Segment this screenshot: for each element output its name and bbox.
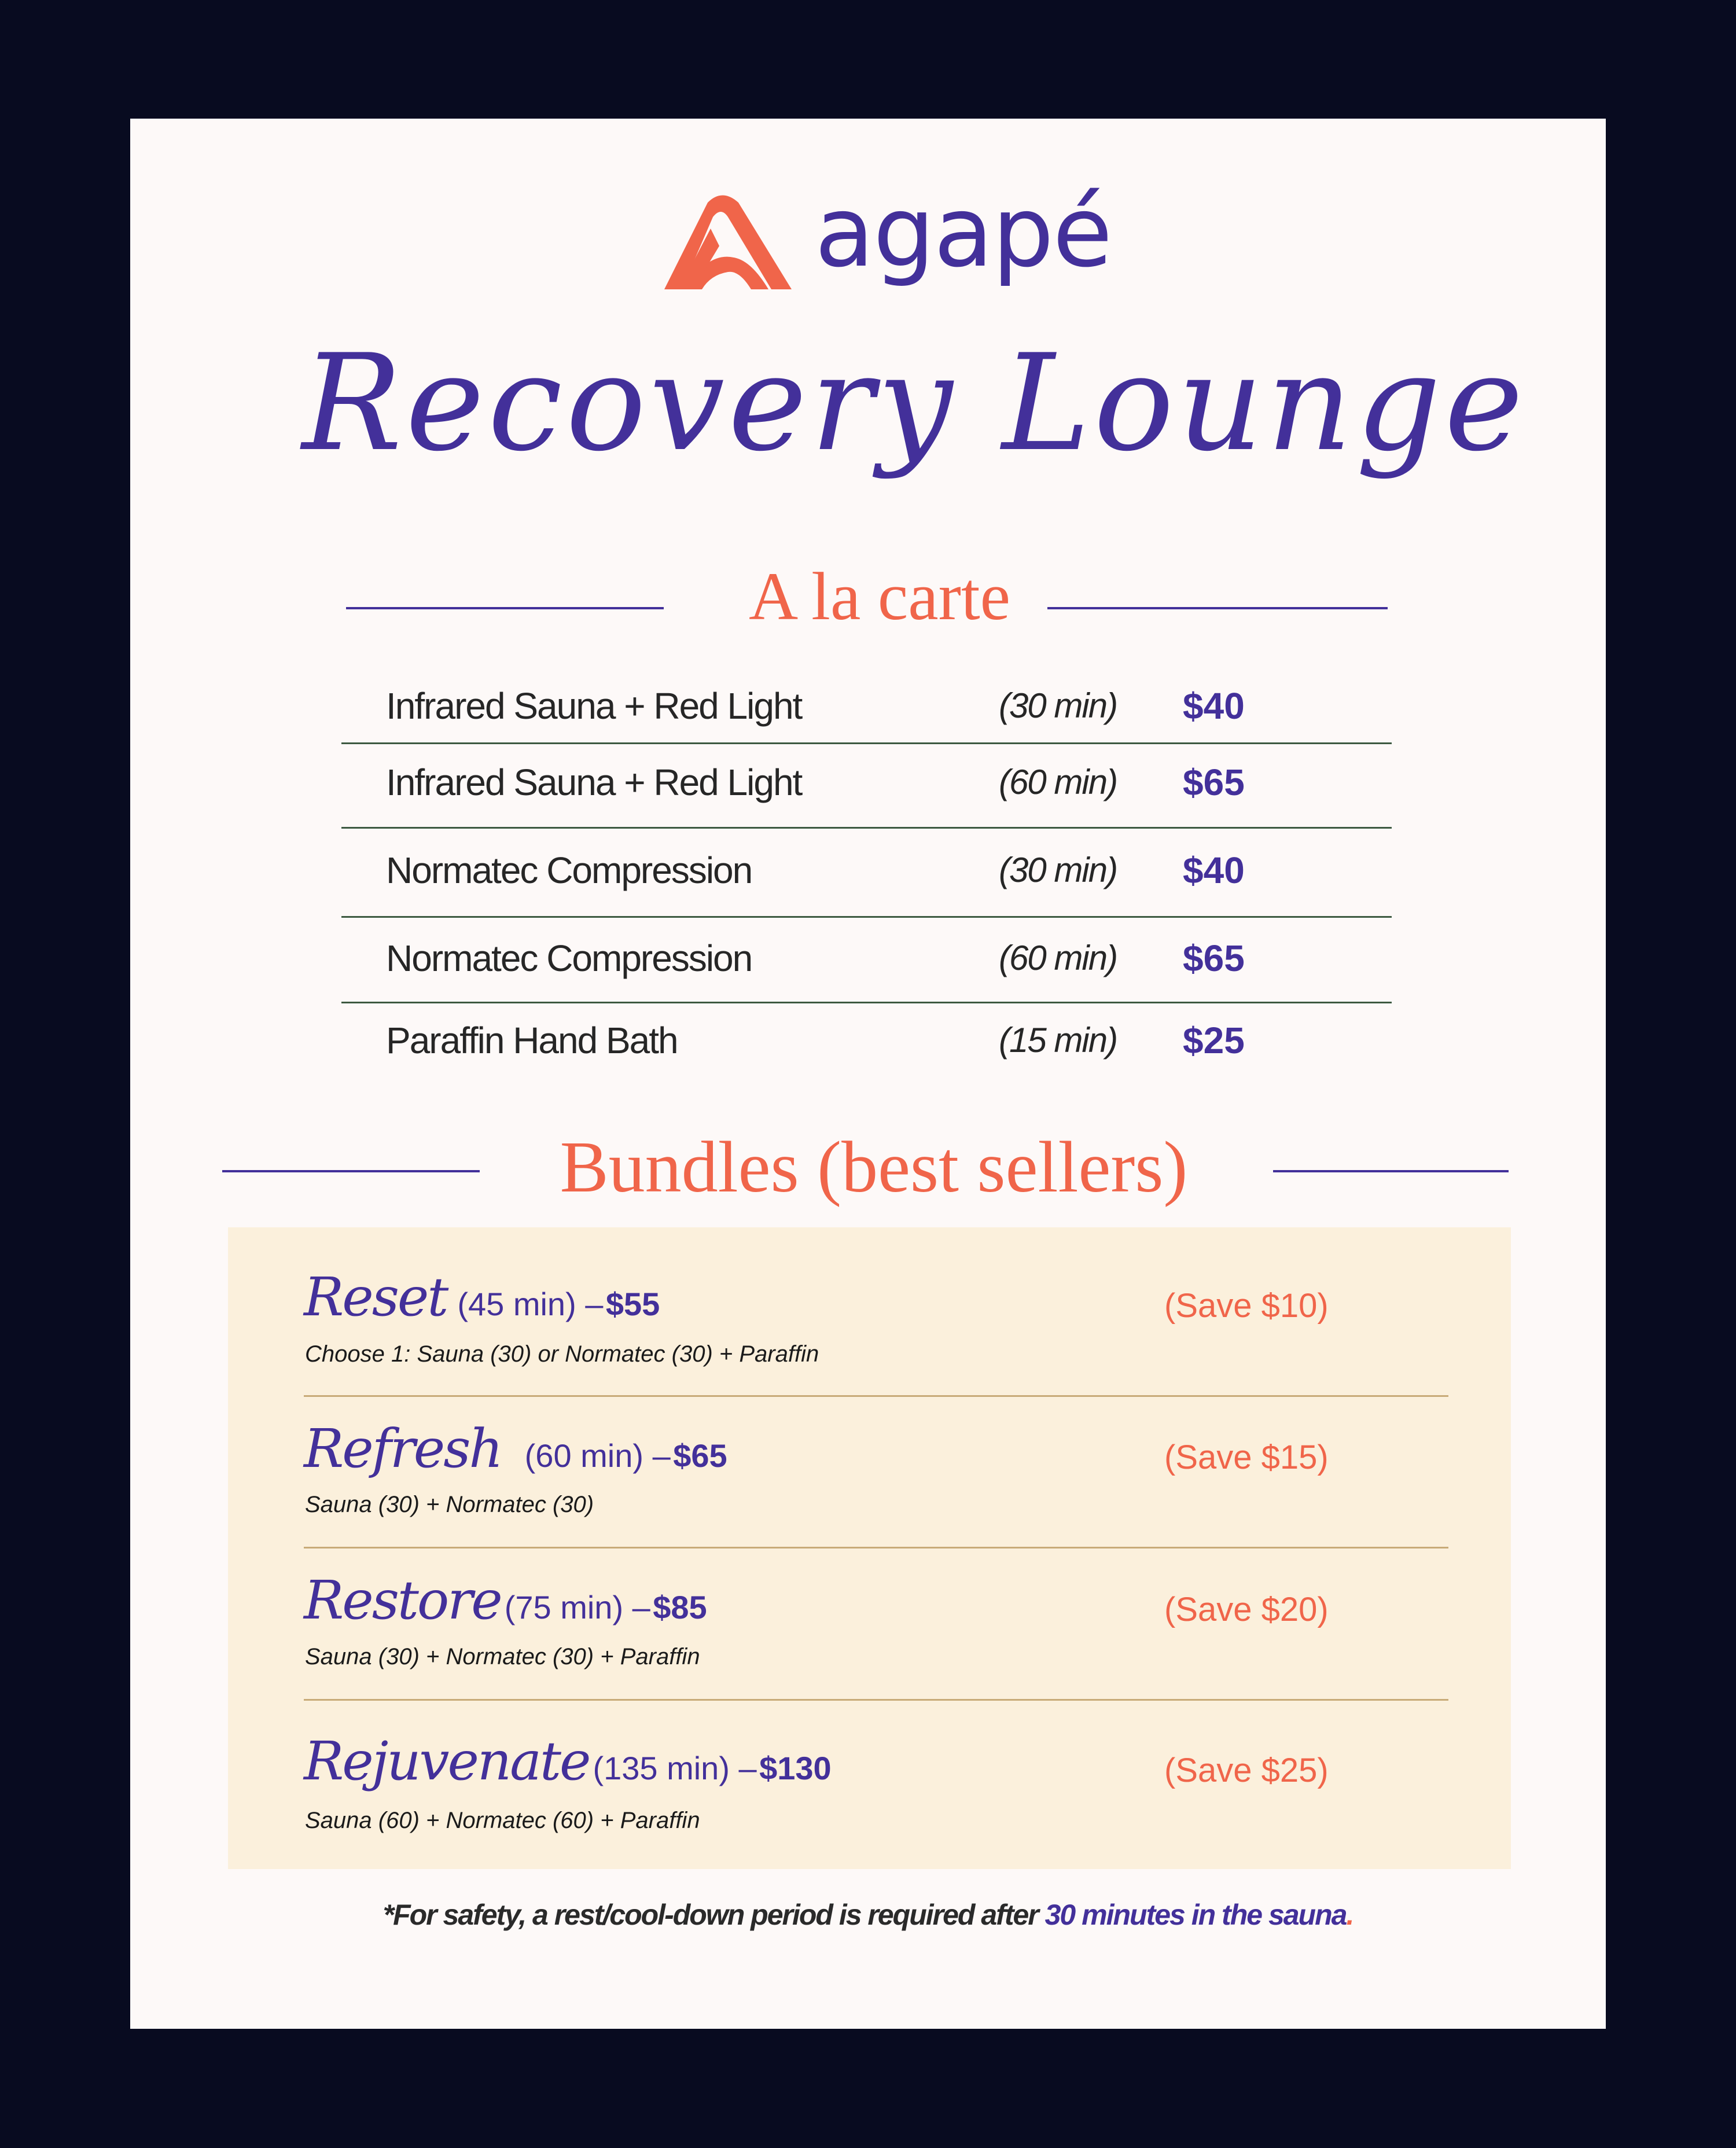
row-divider [341, 1002, 1392, 1003]
bundle-price: $130 [759, 1750, 832, 1786]
bundle-title [304, 1569, 707, 1631]
heading-rule-left [222, 1170, 480, 1172]
bundle-price: $55 [605, 1286, 660, 1322]
bundle-savings: (Save $15) [1164, 1439, 1329, 1476]
bundle-title [304, 1266, 660, 1328]
bundle-description: Sauna (60) + Normatec (60) + Paraffin [305, 1808, 700, 1833]
bundle-price: $65 [673, 1437, 727, 1474]
bundle-description: Sauna (30) + Normatec (30) + Paraffin [305, 1644, 700, 1669]
item-price: $65 [1183, 762, 1245, 803]
item-duration: (60 min) [999, 763, 1117, 801]
item-name: Normatec Compression [386, 937, 752, 979]
page-title: Recovery Lounge [301, 326, 1527, 481]
row-divider [341, 916, 1392, 918]
bundle-duration: (135 min) – [593, 1750, 757, 1786]
heading-rule-right [1047, 607, 1388, 609]
bundle-divider [304, 1547, 1448, 1549]
item-duration: (60 min) [999, 939, 1117, 977]
footnote-highlight: 30 minutes in the sauna [1044, 1899, 1347, 1931]
row-divider [341, 827, 1392, 829]
item-price: $40 [1183, 849, 1245, 891]
heading-rule-left [346, 607, 664, 609]
item-price: $25 [1183, 1020, 1245, 1061]
row-divider [341, 742, 1392, 744]
bundle-savings: (Save $20) [1164, 1591, 1329, 1628]
item-price: $65 [1183, 937, 1245, 979]
bundles-heading [486, 1127, 1261, 1208]
bundle-title [304, 1730, 832, 1792]
bundle-savings: (Save $10) [1164, 1287, 1329, 1325]
item-name: Paraffin Hand Bath [386, 1020, 678, 1061]
footnote-text: *For safety, a rest/cool-down period is required after [382, 1899, 1045, 1931]
item-name: Normatec Compression [386, 849, 752, 891]
bundle-name: Reset [304, 1266, 447, 1328]
safety-footnote [0, 1898, 1736, 1932]
bundle-name: Restore [304, 1569, 501, 1631]
item-duration: (15 min) [999, 1021, 1117, 1060]
agape-a-mark-icon [653, 194, 809, 295]
bundle-savings: (Save $25) [1164, 1752, 1329, 1789]
item-name: Infrared Sauna + Red Light [386, 685, 802, 727]
item-duration: (30 min) [999, 686, 1117, 725]
item-price: $40 [1183, 685, 1245, 727]
bundle-duration: (75 min) – [504, 1589, 650, 1625]
bundle-divider [304, 1699, 1448, 1701]
bundle-divider [304, 1395, 1448, 1397]
footnote-period: . [1346, 1899, 1354, 1931]
bundle-title [304, 1418, 727, 1480]
bundles-heading-main: Bundles [560, 1127, 799, 1208]
bundle-duration: (45 min) – [457, 1286, 604, 1322]
a-la-carte-heading: A la carte [748, 558, 1011, 634]
bundle-description: Choose 1: Sauna (30) or Normatec (30) + Paraffin [305, 1341, 819, 1367]
bundle-price: $85 [653, 1589, 707, 1625]
bundle-name: Refresh [304, 1418, 502, 1480]
brand-wordmark: agapé [815, 175, 1112, 289]
heading-rule-right [1273, 1170, 1509, 1172]
bundle-name: Rejuvenate [304, 1730, 590, 1792]
brand-logo [653, 175, 1112, 295]
bundle-description: Sauna (30) + Normatec (30) [305, 1492, 594, 1517]
bundles-heading-suffix: (best sellers) [817, 1127, 1188, 1208]
item-duration: (30 min) [999, 851, 1117, 889]
item-name: Infrared Sauna + Red Light [386, 762, 802, 803]
bundle-duration: (60 min) – [524, 1437, 671, 1474]
